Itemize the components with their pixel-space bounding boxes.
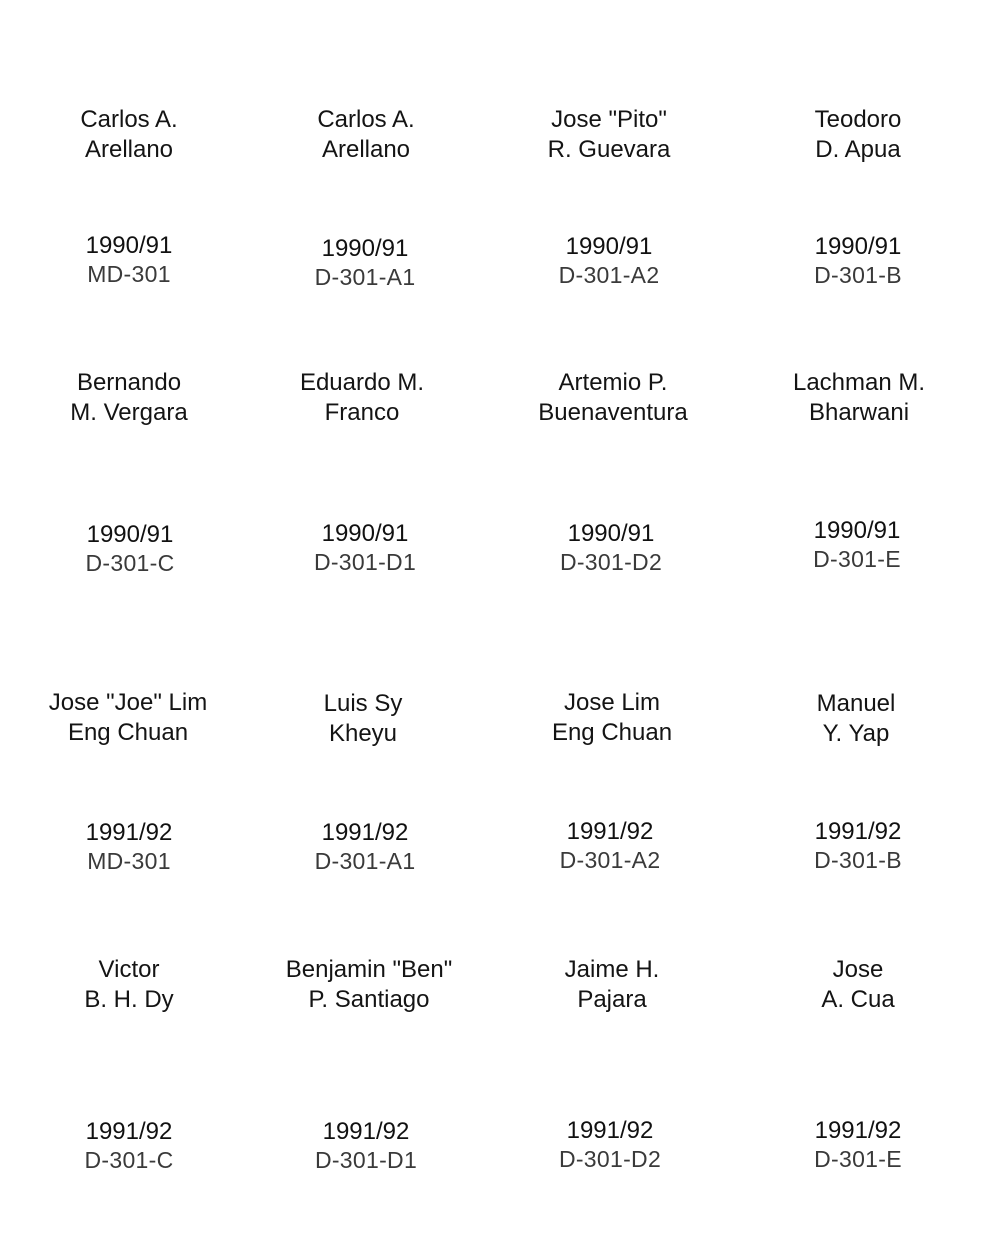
- name-line-1: Jose Lim: [563, 689, 661, 716]
- district-code: D-301-B: [814, 847, 902, 873]
- name-line-2: Eng Chuan: [551, 719, 673, 746]
- governor-name: [502, 955, 722, 1015]
- term-year: 1991/92: [85, 819, 173, 846]
- governor-name: [746, 689, 966, 749]
- district-code: D-301-B: [814, 262, 902, 288]
- name-line-1: Jose "Joe" Lim: [48, 689, 208, 716]
- district-code: D-301-D1: [313, 549, 417, 575]
- name-line-2: Eng Chuan: [67, 719, 189, 746]
- name-line-1: Teodoro: [814, 106, 902, 133]
- term-year: 1990/91: [321, 235, 409, 262]
- term-year: 1990/91: [813, 517, 901, 544]
- term-info: [255, 235, 475, 291]
- district-code: MD-301: [87, 848, 171, 874]
- name-line-2: M. Vergara: [70, 399, 188, 426]
- name-line-1: Carlos A.: [317, 106, 415, 133]
- governor-name: [256, 105, 476, 165]
- term-info: [20, 521, 240, 577]
- name-line-2: Arellano: [84, 136, 174, 163]
- term-year: 1991/92: [566, 818, 654, 845]
- name-line-1: Victor: [98, 956, 160, 983]
- governor-name: [19, 105, 239, 165]
- term-info: [747, 517, 967, 573]
- name-line-2: P. Santiago: [308, 986, 430, 1013]
- term-year: 1991/92: [566, 1117, 654, 1144]
- term-info: [19, 232, 239, 288]
- governor-name: [502, 688, 722, 748]
- term-year: 1991/92: [321, 819, 409, 846]
- term-info: [501, 520, 721, 576]
- name-line-1: Jose: [832, 956, 884, 983]
- district-code: D-301-A2: [558, 262, 660, 288]
- term-info: [748, 1117, 968, 1173]
- district-code: D-301-E: [813, 546, 901, 572]
- governor-name: [252, 368, 472, 428]
- term-info: [256, 1118, 476, 1174]
- term-info: [748, 233, 968, 289]
- term-year: 1991/92: [322, 1118, 410, 1145]
- name-line-1: Carlos A.: [80, 106, 178, 133]
- district-code: D-301-A1: [314, 264, 416, 290]
- district-code: D-301-D1: [314, 1147, 418, 1173]
- name-line-1: Manuel: [816, 690, 896, 717]
- governor-name: [259, 955, 479, 1015]
- governor-name: [503, 368, 723, 428]
- district-code: D-301-C: [84, 1147, 174, 1173]
- governor-name: [748, 105, 968, 165]
- name-line-1: Lachman M.: [792, 369, 926, 396]
- term-year: 1990/91: [814, 233, 902, 260]
- name-line-1: Jaime H.: [564, 956, 660, 983]
- name-line-2: R. Guevara: [547, 136, 671, 163]
- district-code: D-301-D2: [558, 1146, 662, 1172]
- name-line-2: A. Cua: [821, 986, 895, 1013]
- name-line-1: Artemio P.: [558, 369, 668, 396]
- name-line-2: Y. Yap: [822, 720, 890, 747]
- name-line-1: Luis Sy: [323, 690, 403, 717]
- term-year: 1990/91: [567, 520, 655, 547]
- district-code: D-301-D2: [559, 549, 663, 575]
- name-line-1: Eduardo M.: [299, 369, 425, 396]
- term-year: 1990/91: [321, 520, 409, 547]
- name-line-2: Pajara: [577, 986, 647, 1013]
- governor-name: [748, 955, 968, 1015]
- term-info: [500, 818, 720, 874]
- name-line-2: Buenaventura: [538, 399, 688, 426]
- name-line-1: Bernando: [76, 369, 182, 396]
- name-line-1: Benjamin "Ben": [285, 956, 453, 983]
- governor-name: [18, 688, 238, 748]
- term-year: 1990/91: [565, 233, 653, 260]
- term-year: 1991/92: [85, 1118, 173, 1145]
- name-line-2: Arellano: [321, 136, 411, 163]
- term-info: [748, 818, 968, 874]
- name-line-2: Bharwani: [808, 399, 910, 426]
- term-year: 1991/92: [814, 1117, 902, 1144]
- governor-name: [499, 105, 719, 165]
- term-info: [255, 819, 475, 875]
- term-year: 1990/91: [85, 232, 173, 259]
- name-line-2: Franco: [324, 399, 400, 426]
- name-line-1: Jose "Pito": [551, 106, 667, 133]
- district-code: D-301-A2: [559, 847, 661, 873]
- governor-name: [253, 689, 473, 749]
- name-line-2: Kheyu: [328, 720, 398, 747]
- name-line-2: B. H. Dy: [84, 986, 174, 1013]
- term-info: [499, 233, 719, 289]
- district-code: MD-301: [87, 261, 171, 287]
- governor-name: [19, 955, 239, 1015]
- term-year: 1991/92: [814, 818, 902, 845]
- governor-name: [749, 368, 969, 428]
- term-info: [255, 520, 475, 576]
- district-code: D-301-E: [814, 1146, 902, 1172]
- district-code: D-301-A1: [314, 848, 416, 874]
- name-line-2: D. Apua: [815, 136, 901, 163]
- district-code: D-301-C: [85, 550, 175, 576]
- term-info: [19, 1118, 239, 1174]
- term-info: [19, 819, 239, 875]
- term-info: [500, 1117, 720, 1173]
- term-year: 1990/91: [86, 521, 174, 548]
- governor-name: [19, 368, 239, 428]
